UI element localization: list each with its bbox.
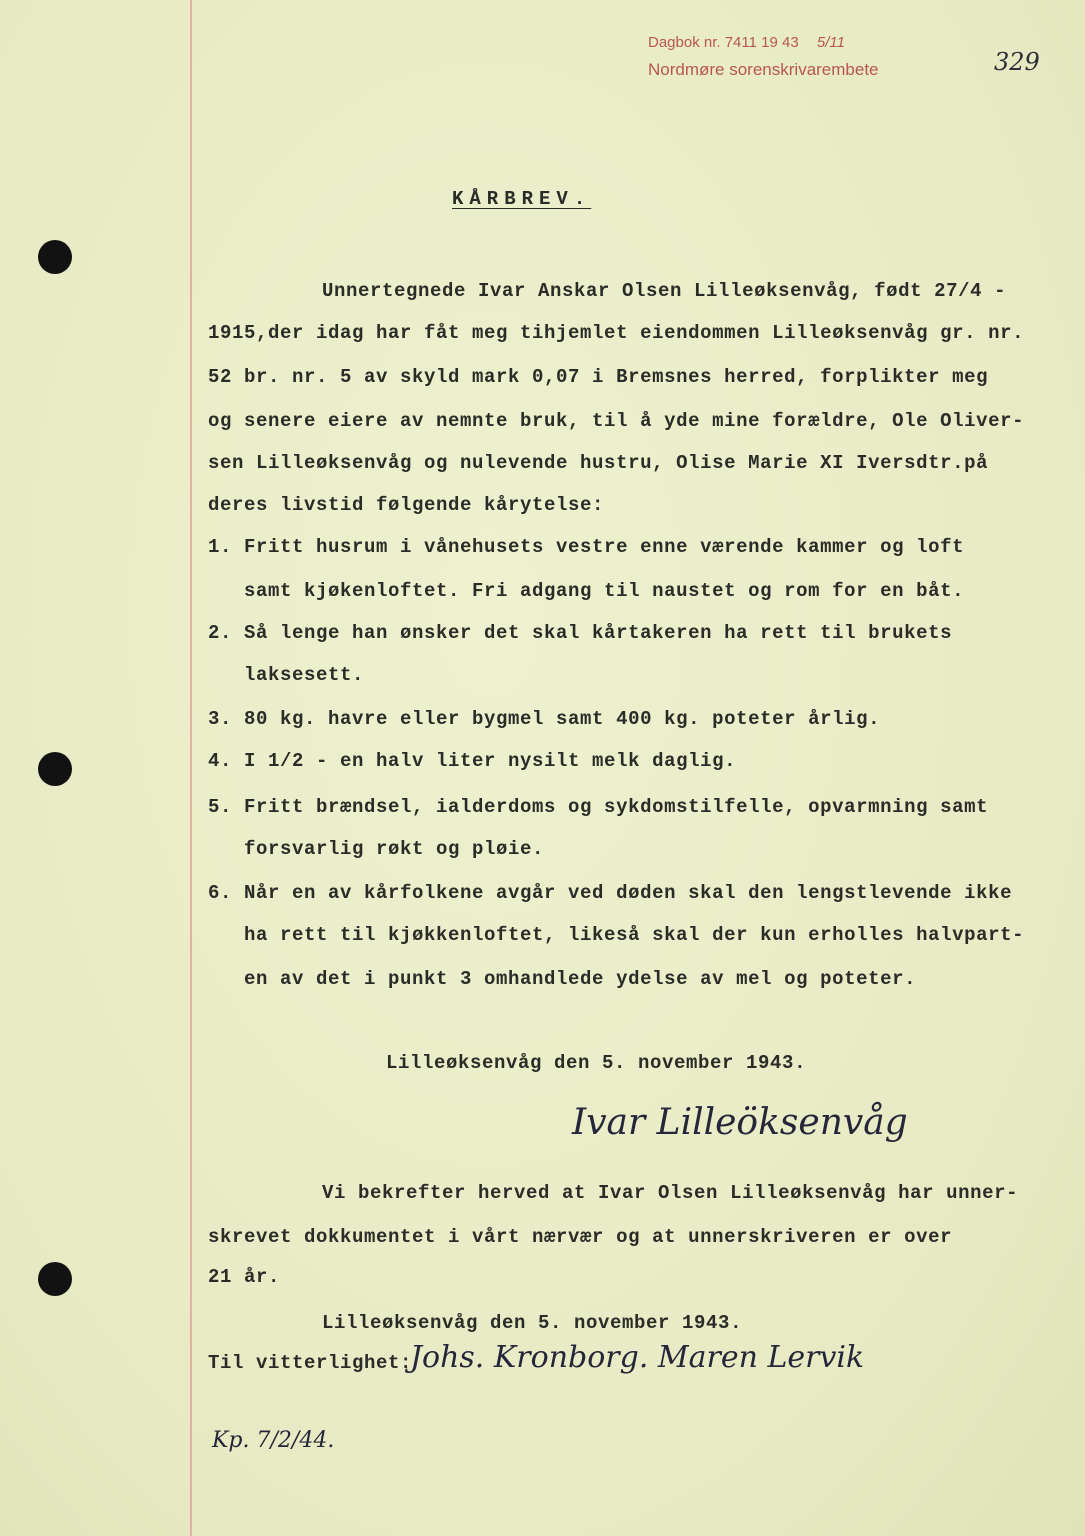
punch-hole xyxy=(38,240,72,274)
stamp-line-1: Dagbok nr. 7411 19 43 5/11 xyxy=(648,34,845,51)
list-item-line: 6. Når en av kårfolkene avgår ved døden skal den lengstlevende ikke xyxy=(208,882,1013,904)
list-item-line: samt kjøkenloftet. Fri adgang til naustet og rom for en båt. xyxy=(208,580,965,602)
document-title: KÅRBREV. xyxy=(452,188,592,210)
body-line: sen Lilleøksenvåg og nulevende hustru, Olise Marie XI Iversdtr.på xyxy=(208,452,989,474)
list-item-line: 5. Fritt brændsel, ialderdoms og sykdomstilfelle, opvarmning samt xyxy=(208,796,989,818)
body-line: 52 br. nr. 5 av skyld mark 0,07 i Bremsnes herred, forplikter meg xyxy=(208,366,989,388)
stamp-line-2: Nordmøre sorenskrivarembete xyxy=(648,60,879,79)
list-item-line: en av det i punkt 3 omhandlede ydelse av mel og poteter. xyxy=(208,968,917,990)
body-line: deres livstid følgende kårytelse: xyxy=(208,494,605,516)
list-item-line: laksesett. xyxy=(208,664,365,686)
footer-note: Kp. 7/2/44. xyxy=(212,1428,335,1453)
list-item-line: 4. I 1/2 - en halv liter nysilt melk daglig. xyxy=(208,750,737,772)
punch-hole xyxy=(38,1262,72,1296)
confirmation-line: 21 år. xyxy=(208,1266,281,1288)
list-item-line: 1. Fritt husrum i vånehusets vestre enne værende kammer og loft xyxy=(208,536,965,558)
confirmation-line: Vi bekrefter herved at Ivar Olsen Lilleøksenvåg har unner- xyxy=(322,1182,1019,1204)
place-date: Lilleøksenvåg den 5. november 1943. xyxy=(386,1052,807,1074)
body-line: Unnertegnede Ivar Anskar Olsen Lilleøksenvåg, født 27/4 - xyxy=(322,280,1007,302)
witness-label: Til vitterlighet: xyxy=(208,1352,413,1374)
list-item-line: forsvarlig røkt og pløie. xyxy=(208,838,545,860)
margin-line xyxy=(190,0,192,1536)
list-item-line: ha rett til kjøkkenloftet, likeså skal der kun erholles halvpart- xyxy=(208,924,1025,946)
punch-hole xyxy=(38,752,72,786)
signature: Ivar Lilleöksenvåg xyxy=(572,1102,908,1143)
witness-signatures: Johs. Kronborg. Maren Lervik xyxy=(410,1340,865,1375)
place-date: Lilleøksenvåg den 5. november 1943. xyxy=(322,1312,743,1334)
page-number: 329 xyxy=(994,48,1040,76)
list-item-line: 3. 80 kg. havre eller bygmel samt 400 kg. poteter årlig. xyxy=(208,708,881,730)
list-item-line: 2. Så lenge han ønsker det skal kårtakeren ha rett til brukets xyxy=(208,622,953,644)
body-line: og senere eiere av nemnte bruk, til å yde mine forældre, Ole Oliver- xyxy=(208,410,1025,432)
body-line: 1915,der idag har fåt meg tihjemlet eiendommen Lilleøksenvåg gr. nr. xyxy=(208,322,1025,344)
confirmation-line: skrevet dokkumentet i vårt nærvær og at unnerskriveren er over xyxy=(208,1226,953,1248)
